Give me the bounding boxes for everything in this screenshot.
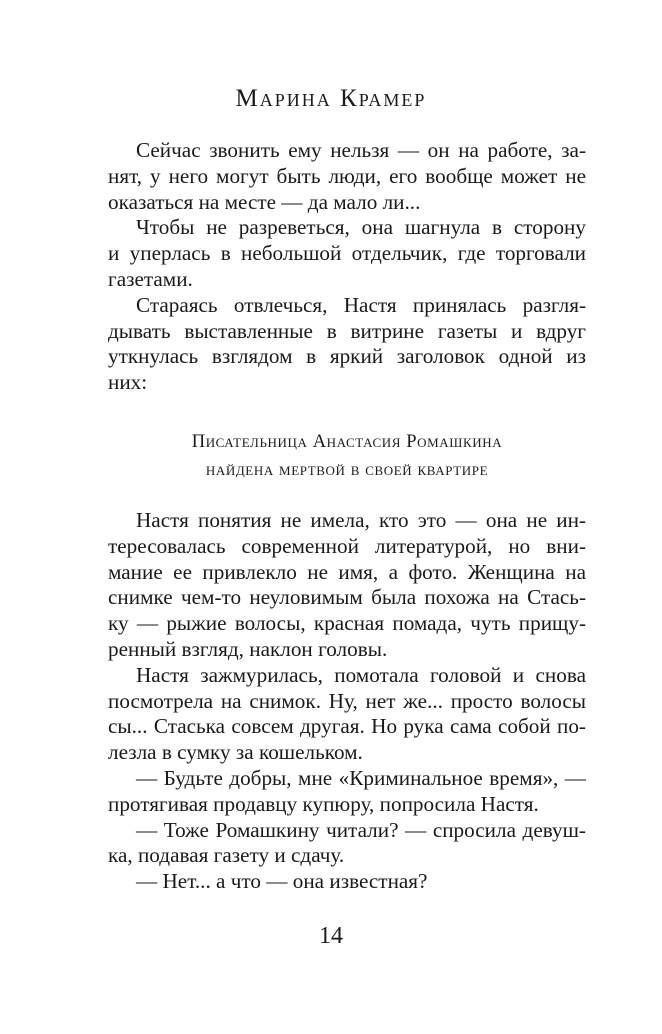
- page-number: 14: [319, 923, 343, 949]
- text-line: оказаться на месте — да мало ли...: [108, 189, 421, 214]
- text-line: нят, у него могут быть люди, его вообще может не: [108, 163, 586, 188]
- text-line: — Тоже Ромашкину читали? — спросила девуш-: [136, 817, 586, 842]
- text-line: газетами.: [108, 266, 193, 291]
- newspaper-headline: [108, 428, 586, 484]
- text-line: снимке чем-то неуловимым была похожа на Стась-: [108, 585, 586, 610]
- text-line: ка, подавая газету и сдачу.: [108, 843, 345, 868]
- text-line: и уперлась в небольшой отдельчик, где торговали: [108, 241, 586, 266]
- text-line: ку — рыжие волосы, красная помада, чуть прищу-: [108, 611, 586, 636]
- text-line: тересовалась современной литературой, но вни-: [108, 533, 586, 558]
- text-line: дывать выставленные в витрине газеты и вдруг: [108, 318, 586, 343]
- headline-line-2: найдена мертвой в своей квартире: [205, 460, 489, 480]
- headline-line-1: Писательница Анастасия Ромашкина: [191, 432, 503, 452]
- text-line: Сейчас звонить ему нельзя — он на работе, за-: [136, 138, 586, 162]
- text-line: Настя понятия не имела, кто это — она не ин-: [136, 508, 586, 532]
- text-line: лезла в сумку за кошельком.: [108, 740, 363, 765]
- text-line: мание ее привлекло не имя, а фото. Женщина на: [108, 559, 586, 584]
- text-line: Настя зажмурилась, помотала головой и снова: [136, 662, 586, 687]
- text-line: уткнулась взглядом в яркий заголовок одной из: [108, 344, 586, 369]
- text-block-top: [108, 138, 586, 396]
- text-line: — Будьте добры, мне «Криминальное время», —: [136, 765, 586, 790]
- text-block-bottom: [108, 508, 586, 895]
- text-line: Стараясь отвлечься, Настя принялась разгля-: [136, 292, 586, 317]
- running-head: Марина Крамер: [235, 85, 427, 112]
- text-line: них:: [108, 370, 148, 395]
- text-line: ренный взгляд, наклон головы.: [108, 636, 388, 661]
- text-line: протягивая продавцу купюру, попросила Настя.: [108, 791, 539, 816]
- text-line: — Нет... а что — она известная?: [136, 869, 428, 894]
- text-line: посмотрела на снимок. Ну, нет же... просто волосы: [108, 688, 586, 713]
- text-line: Чтобы не разреветься, она шагнула в сторону: [136, 215, 586, 240]
- text-line: сы... Стаська совсем другая. Но рука сама собой по-: [108, 714, 586, 739]
